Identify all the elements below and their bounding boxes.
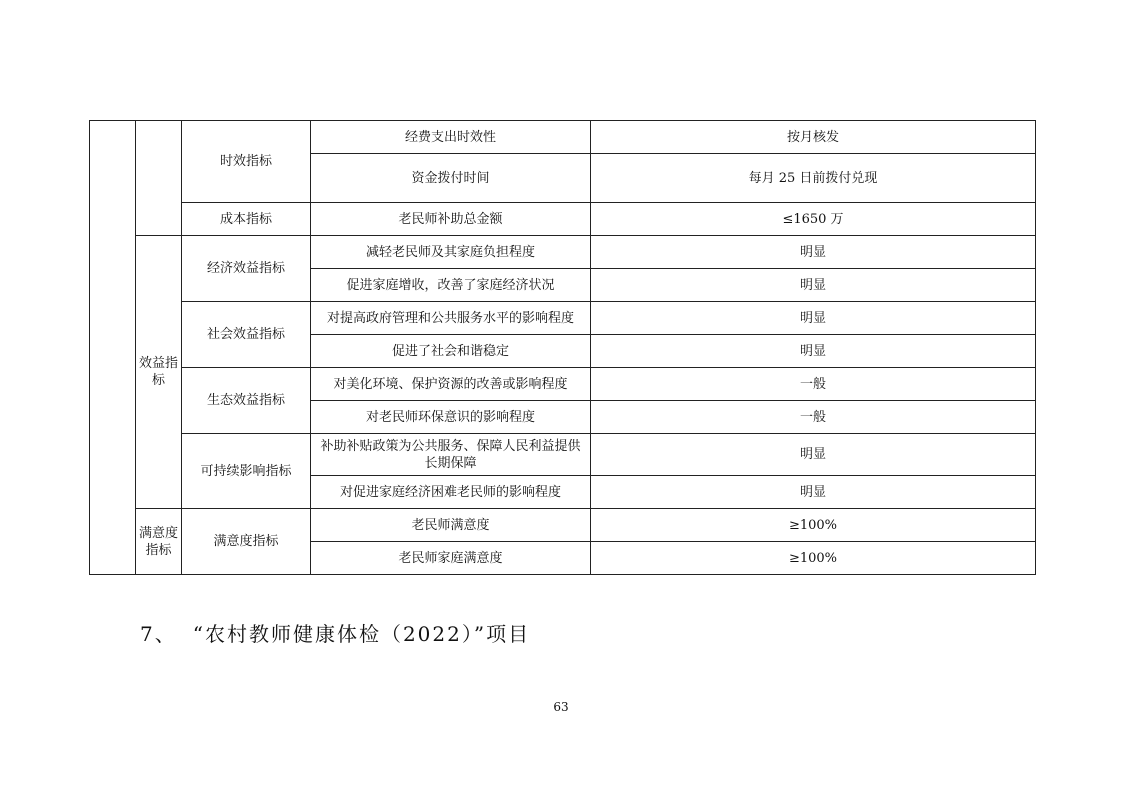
level3-cost: 成本指标 bbox=[182, 203, 311, 236]
level3-ecological: 生态效益指标 bbox=[182, 368, 311, 434]
value-cell: ≥100% bbox=[591, 542, 1036, 575]
indicator-cell: 对促进家庭经济困难老民师的影响程度 bbox=[311, 476, 591, 509]
value-cell: 明显 bbox=[591, 476, 1036, 509]
level2-indicator-cell bbox=[136, 121, 182, 236]
indicator-cell: 对老民师环保意识的影响程度 bbox=[311, 401, 591, 434]
table-row bbox=[90, 302, 1036, 335]
indicator-cell: 老民师补助总金额 bbox=[311, 203, 591, 236]
table-row bbox=[90, 434, 1036, 476]
level1-indicator-cell bbox=[90, 121, 136, 575]
indicator-cell: 资金拨付时间 bbox=[311, 154, 591, 203]
value-cell: 明显 bbox=[591, 236, 1036, 269]
section-heading bbox=[140, 618, 530, 647]
value-cell: ≥100% bbox=[591, 509, 1036, 542]
performance-indicator-table bbox=[89, 120, 1036, 575]
value-cell: 按月核发 bbox=[591, 121, 1036, 154]
value-cell: 明显 bbox=[591, 269, 1036, 302]
level3-sustainable: 可持续影响指标 bbox=[182, 434, 311, 509]
indicator-cell: 经费支出时效性 bbox=[311, 121, 591, 154]
value-cell: 每月 25 日前拨付兑现 bbox=[591, 154, 1036, 203]
value-cell: 一般 bbox=[591, 401, 1036, 434]
value-cell: 明显 bbox=[591, 302, 1036, 335]
level3-social: 社会效益指标 bbox=[182, 302, 311, 368]
page-number: 63 bbox=[553, 700, 569, 714]
table-row bbox=[90, 121, 1036, 154]
value-cell: 明显 bbox=[591, 335, 1036, 368]
value-cell: 明显 bbox=[591, 434, 1036, 476]
indicator-cell: 促进了社会和谐稳定 bbox=[311, 335, 591, 368]
section-number: 7、 bbox=[140, 622, 177, 646]
section-title: “农村教师健康体检（2022）”项目 bbox=[192, 622, 531, 646]
indicator-cell: 对美化环境、保护资源的改善或影响程度 bbox=[311, 368, 591, 401]
table-row bbox=[90, 509, 1036, 542]
table-row bbox=[90, 368, 1036, 401]
indicator-cell: 补助补贴政策为公共服务、保障人民利益提供长期保障 bbox=[311, 434, 591, 476]
indicator-cell: 老民师家庭满意度 bbox=[311, 542, 591, 575]
indicator-cell: 减轻老民师及其家庭负担程度 bbox=[311, 236, 591, 269]
value-cell: 一般 bbox=[591, 368, 1036, 401]
indicator-cell: 促进家庭增收，改善了家庭经济状况 bbox=[311, 269, 591, 302]
level3-economic: 经济效益指标 bbox=[182, 236, 311, 302]
value-cell: ≤1650 万 bbox=[591, 203, 1036, 236]
level3-timeliness: 时效指标 bbox=[182, 121, 311, 203]
level3-satisfaction: 满意度指标 bbox=[182, 509, 311, 575]
level2-satisfaction: 满意度指标 bbox=[136, 509, 182, 575]
table-row bbox=[90, 236, 1036, 269]
level2-effect: 效益指标 bbox=[136, 236, 182, 509]
indicator-cell: 对提高政府管理和公共服务水平的影响程度 bbox=[311, 302, 591, 335]
table-row bbox=[90, 203, 1036, 236]
indicator-cell: 老民师满意度 bbox=[311, 509, 591, 542]
